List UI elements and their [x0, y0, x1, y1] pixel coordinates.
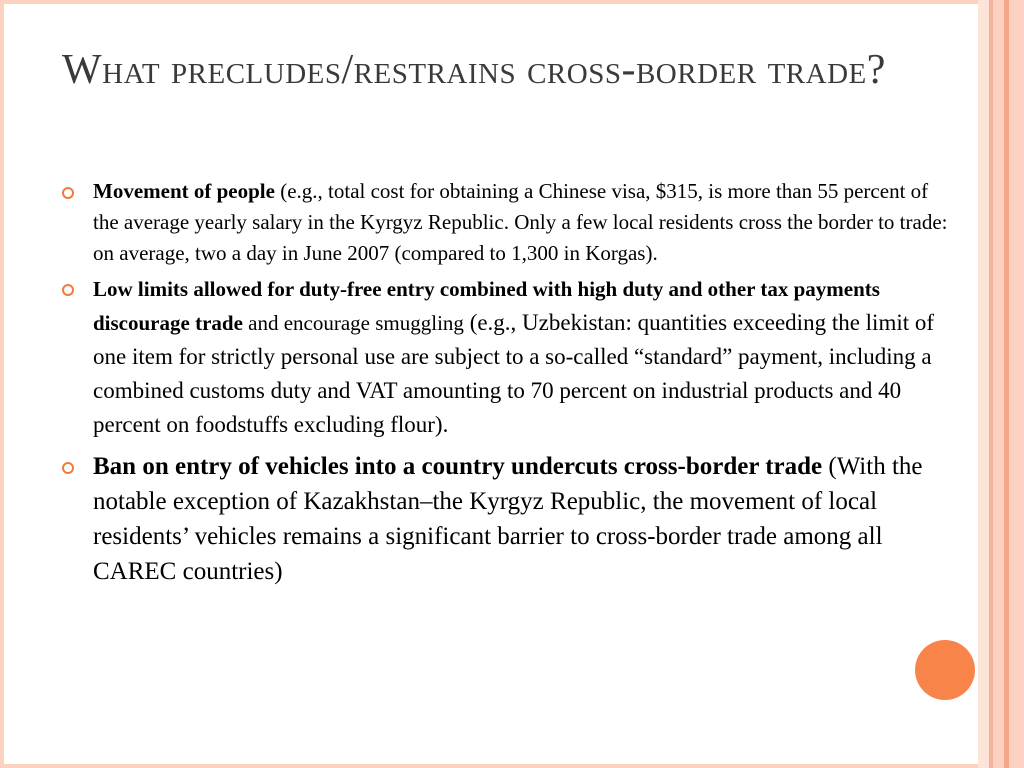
bullet-body-mid: and encourage smuggling	[242, 311, 464, 335]
bullet-list	[62, 176, 948, 589]
bullet-text	[93, 449, 948, 589]
bullet-emphasis: Ban on entry of vehicles into a country undercuts cross-border trade	[93, 453, 823, 480]
bullet-emphasis: Low limits allowed for duty-free entry combined with high duty and other tax payments discourage trade	[93, 277, 880, 335]
slide-title: What precludes/restrains cross-border trade?	[62, 47, 886, 93]
stripe	[978, 0, 989, 768]
decorative-side-stripes	[978, 0, 1024, 768]
bullet-item	[62, 449, 948, 589]
decorative-circle	[915, 640, 975, 700]
bullet-body: (e.g., total cost for obtaining a Chinese visa, $315, is more than 55 percent of the average yearly salary in the Kyrgyz Republic. Only a few local residents cross the border to trade: on average, two a day in June 2007 (compared to 1,300 in Korgas).	[93, 179, 948, 265]
stripe	[993, 0, 1004, 768]
stripe	[1009, 0, 1024, 768]
bullet-text	[93, 272, 948, 442]
bullet-body: (e.g., Uzbekistan: quantities exceeding the limit of one item for strictly personal use are subject to a so-called “standard” payment, including a combined customs duty and VAT amounting to 70 percent on industrial products and 40 percent on foodstuffs excluding flour).	[93, 310, 935, 437]
bullet-circle-icon	[62, 462, 74, 474]
bullet-item	[62, 176, 948, 269]
bullet-emphasis: Movement of people	[93, 179, 275, 203]
bullet-item	[62, 272, 948, 442]
bullet-body: (With the notable exception of Kazakhstan–the Kyrgyz Republic, the movement of local residents’ vehicles remains a significant barrier to cross-border trade among all CAREC countries)	[93, 453, 923, 585]
bullet-circle-icon	[62, 187, 74, 199]
bullet-circle-icon	[62, 284, 74, 296]
bullet-text	[93, 176, 948, 269]
